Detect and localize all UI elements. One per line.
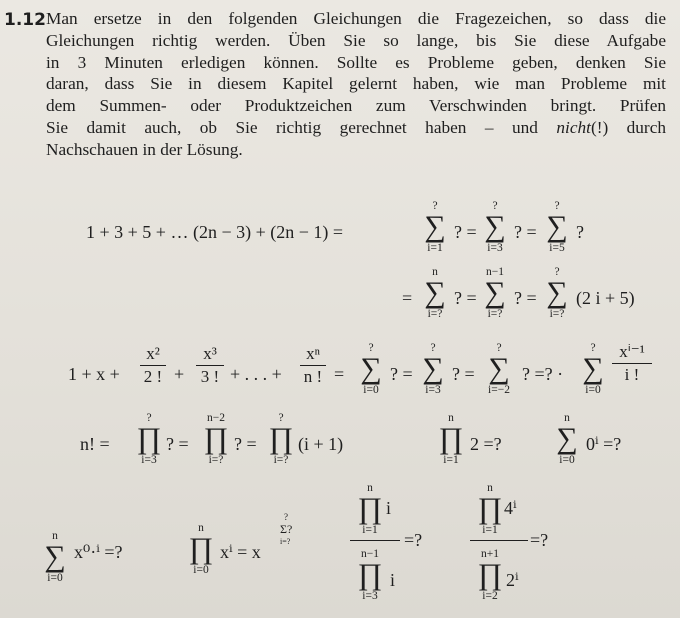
fraction-bar	[300, 365, 326, 366]
product-lower: i=1	[443, 454, 459, 466]
text-line: Gleichungen richtig werden. Üben Sie so lange, bis Sie diese Aufgabe	[46, 30, 666, 50]
text-line	[46, 117, 666, 139]
fraction-bar	[470, 540, 528, 541]
eq1-op: ?	[576, 222, 584, 242]
pi-product-icon: ∏	[438, 422, 464, 455]
sum-upper: n	[432, 266, 438, 278]
sigma-icon: ∑	[546, 276, 568, 309]
sigma-icon: ∑	[360, 352, 382, 385]
pi-product-icon: ∏	[203, 422, 229, 455]
sum-upper: n−1	[486, 266, 504, 278]
eq4-lhs: n! =	[80, 434, 110, 454]
product-lower: i=0	[193, 564, 209, 576]
sigma-icon: ∑	[488, 352, 510, 385]
fraction	[300, 344, 326, 387]
sum-symbol	[418, 266, 452, 320]
sum-lower: i=5	[549, 242, 565, 254]
fraction-denominator: n !	[303, 367, 323, 386]
sum-symbol	[416, 342, 450, 396]
eq8-exp-sum: Σ?	[280, 522, 293, 536]
sum-symbol	[540, 200, 574, 254]
eq10-rhs: =?	[530, 530, 549, 550]
eq1-op: ? =	[514, 222, 537, 242]
text-line-part: (!) durch	[590, 117, 667, 137]
eq3-op: ? =? ·	[522, 364, 564, 384]
fraction-numerator: xⁿ	[306, 344, 320, 363]
eq3-lhs: 1 + x +	[68, 364, 120, 384]
fraction-denominator: 3 !	[200, 367, 220, 386]
pi-product-icon: ∏	[357, 558, 383, 591]
fraction-bar	[140, 365, 166, 366]
text-line: Nachschauen in der Lösung.	[46, 139, 243, 159]
fraction	[140, 344, 166, 387]
fraction-numerator: xⁱ⁻¹	[619, 342, 645, 361]
sigma-icon: ∑	[484, 210, 506, 243]
sigma-icon: ∑	[424, 276, 446, 309]
sum-upper: ?	[430, 342, 436, 354]
sum-upper: n	[52, 530, 58, 542]
sum-lower: i=?	[487, 308, 503, 320]
text-line: in 3 Minuten erledigen können. Sollte es Probleme geben, denken Sie	[46, 52, 666, 72]
sum-symbol	[576, 342, 610, 396]
sum-lower: i=−2	[488, 384, 510, 396]
product-symbol	[264, 412, 298, 466]
pi-product-icon: ∏	[188, 532, 214, 565]
sum-symbol	[480, 342, 518, 396]
product-symbol	[434, 412, 468, 466]
product-lower: i=2	[482, 590, 498, 602]
fraction-denominator: 2 !	[143, 367, 163, 386]
pi-product-icon: ∏	[136, 422, 162, 455]
product-lower: i=?	[273, 454, 289, 466]
eq2-lead: =	[402, 288, 413, 308]
text-line: Man ersetze in den folgenden Gleichungen die Fragezeichen, so dass die	[46, 9, 666, 28]
eq7-rhs: x⁰·ⁱ =?	[74, 542, 123, 562]
sum-symbol	[540, 266, 574, 320]
fraction-numerator: x³	[203, 344, 217, 363]
exercise-text	[46, 8, 666, 161]
sigma-icon: ∑	[484, 276, 506, 309]
sum-symbol	[354, 342, 388, 396]
pi-product-icon: ∏	[477, 558, 503, 591]
eq1-lhs: 1 + 3 + 5 + … (2n − 3) + (2n − 1) =	[86, 222, 344, 242]
product-upper: n+1	[481, 548, 499, 560]
product-lower: i=?	[208, 454, 224, 466]
eq8-exp-bottom: i=?	[280, 537, 291, 546]
sum-symbol	[550, 412, 584, 466]
eq3-op: ? =	[452, 364, 475, 384]
eq10-num-body: 4ⁱ	[504, 498, 517, 518]
eq8-exp-top: ?	[284, 512, 288, 522]
sum-symbol	[478, 266, 512, 320]
sum-upper: ?	[554, 200, 560, 212]
sum-symbol	[478, 200, 512, 254]
pi-product-icon: ∏	[477, 492, 503, 525]
eq3-op: ? =	[390, 364, 413, 384]
sum-lower: i=3	[487, 242, 503, 254]
fraction-bar	[350, 540, 400, 541]
product-lower: i=3	[141, 454, 157, 466]
eq2-op: ? =	[454, 288, 477, 308]
eq2-op: (2 i + 5)	[576, 288, 635, 308]
eq3-op: +	[174, 364, 185, 384]
eq9-num-body: i	[386, 498, 392, 518]
eq1-op: ? =	[454, 222, 477, 242]
sum-symbol	[38, 530, 72, 584]
sigma-icon: ∑	[422, 352, 444, 385]
fraction-denominator: i !	[624, 365, 640, 384]
eq6-rhs: 0ⁱ =?	[586, 434, 622, 454]
product-symbol	[470, 548, 510, 602]
sum-upper: n	[564, 412, 570, 424]
product-upper: ?	[146, 412, 152, 424]
product-symbol	[350, 548, 390, 602]
product-upper: n	[367, 482, 373, 494]
eq5-rhs: 2 =?	[470, 434, 502, 454]
text-line-part: Sie damit auch, ob Sie richtig gerechnet haben – und	[46, 117, 557, 137]
product-upper: n−1	[361, 548, 379, 560]
sum-lower: i=3	[425, 384, 441, 396]
fraction-bar	[612, 363, 652, 364]
sum-symbol	[418, 200, 452, 254]
sum-upper: ?	[368, 342, 374, 354]
product-lower: i=3	[362, 590, 378, 602]
sigma-icon: ∑	[44, 540, 66, 573]
sigma-icon: ∑	[582, 352, 604, 385]
sum-lower: i=1	[427, 242, 443, 254]
product-upper: n	[487, 482, 493, 494]
sum-lower: i=0	[363, 384, 379, 396]
product-upper: n−2	[207, 412, 225, 424]
eq3-op: + . . . +	[230, 364, 282, 384]
fraction-bar	[196, 365, 224, 366]
fraction-numerator: x²	[146, 344, 160, 363]
sum-lower: i=0	[585, 384, 601, 396]
pi-product-icon: ∏	[357, 492, 383, 525]
sum-upper: ?	[496, 342, 502, 354]
sum-lower: i=0	[47, 572, 63, 584]
eq2-op: ? =	[514, 288, 537, 308]
product-lower: i=1	[362, 524, 378, 536]
product-upper: ?	[278, 412, 284, 424]
eq4-op: ? =	[234, 434, 257, 454]
eq8-rhs: xⁱ = x	[220, 542, 261, 562]
pi-product-icon: ∏	[268, 422, 294, 455]
eq4-op: ? =	[166, 434, 189, 454]
eq4-op: (i + 1)	[298, 434, 344, 454]
product-symbol	[184, 522, 218, 576]
sum-upper: ?	[432, 200, 438, 212]
product-lower: i=1	[482, 524, 498, 536]
product-symbol	[132, 412, 166, 466]
text-line: daran, dass Sie in diesem Kapitel gelernt haben, wie man Probleme mit	[46, 74, 666, 94]
sum-lower: i=?	[427, 308, 443, 320]
product-upper: n	[448, 412, 454, 424]
fraction	[612, 342, 652, 385]
eq9-den-body: i	[390, 570, 396, 590]
sum-upper: ?	[492, 200, 498, 212]
sum-lower: i=?	[549, 308, 565, 320]
exercise-number: 1.12	[4, 10, 46, 30]
product-symbol	[196, 412, 236, 466]
sigma-icon: ∑	[546, 210, 568, 243]
fraction	[196, 344, 224, 387]
sum-upper: ?	[590, 342, 596, 354]
sigma-icon: ∑	[424, 210, 446, 243]
text-line: dem Summen- oder Produktzeichen zum Verschwinden bringt. Prüfen	[46, 96, 666, 116]
sum-upper: ?	[554, 266, 560, 278]
eq3-op: =	[334, 364, 345, 384]
emphasis-nicht: nicht	[556, 117, 591, 137]
eq10-den-body: 2ⁱ	[506, 570, 519, 590]
sigma-icon: ∑	[556, 422, 578, 455]
eq9-rhs: =?	[404, 530, 423, 550]
sum-lower: i=0	[559, 454, 575, 466]
product-upper: n	[198, 522, 204, 534]
product-symbol	[350, 482, 390, 536]
